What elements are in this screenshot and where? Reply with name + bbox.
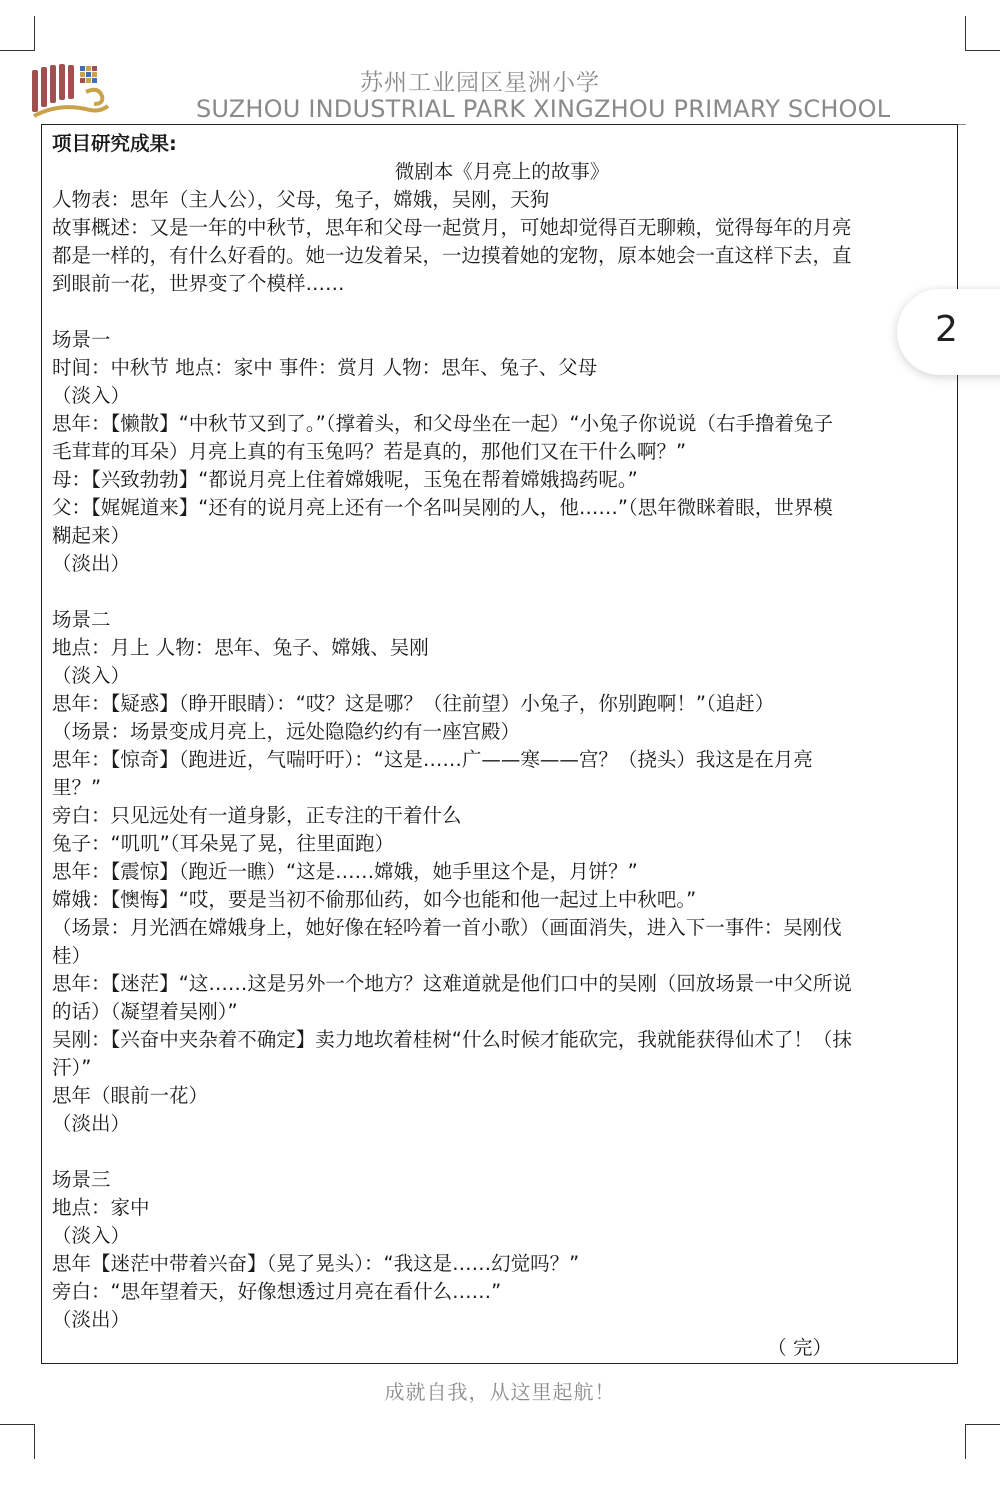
spacer: [52, 298, 952, 326]
end-mark: （ 完）: [767, 1336, 832, 1359]
section-title: 项目研究成果:: [52, 132, 177, 155]
crop-mark-bottom-left: [0, 1424, 35, 1459]
crop-mark-top-left: [0, 16, 35, 51]
school-name-chinese: 苏州工业园区星洲小学: [360, 70, 600, 96]
text-line: 思年：【疑惑】（睁开眼睛）：“哎？这是哪？（往前望）小兔子，你别跑啊！”（追赶）: [52, 692, 775, 715]
cast-list: 人物表：思年（主人公），父母，兔子，嫦娥，吴刚，天狗: [52, 188, 550, 211]
page-number: 2: [935, 309, 958, 350]
text-line: 思年：【惊奇】（跑进近，气喘吁吁）：“这是……广——寒——宫？（挠头）我这是在月亮: [52, 748, 813, 771]
spacer: [52, 1138, 952, 1166]
text-line: 汗）”: [52, 1056, 92, 1079]
school-logo: [30, 62, 112, 122]
text-line: （淡出）: [52, 1112, 131, 1135]
text-line: 地点：家中: [52, 1196, 150, 1219]
footer-slogan: 成就自我，从这里起航！: [384, 1380, 616, 1404]
text-line: 毛茸茸的耳朵）月亮上真的有玉兔吗？若是真的，那他们又在干什么啊？”: [52, 440, 687, 463]
crop-mark-top-right: [965, 16, 1000, 51]
text-line: （淡出）: [52, 552, 131, 575]
text-line: 母：【兴致勃勃】“都说月亮上住着嫦娥呢，玉兔在帮着嫦娥捣药呢。”: [52, 468, 638, 491]
text-line: 思年：【震惊】（跑近一瞧）“这是……嫦娥，她手里这个是，月饼？”: [52, 860, 638, 883]
scene-heading: 场景三: [52, 1168, 111, 1191]
text-line: 思年：【懒散】“中秋节又到了。”（撑着头，和父母坐在一起）“小兔子你说说（右手撸着兔子: [52, 412, 834, 435]
text-line: 思年（眼前一花）: [52, 1084, 209, 1107]
crop-mark-bottom-right: [965, 1424, 1000, 1459]
text-line: 父：【娓娓道来】“还有的说月亮上还有一个名叫吴刚的人，他……”（思年微眯着眼，世界模: [52, 496, 833, 519]
text-line: 旁白：“思年望着天，好像想透过月亮在看什么……”: [52, 1280, 502, 1303]
text-line: （场景：场景变成月亮上，远处隐隐约约有一座宫殿）: [52, 720, 521, 743]
text-line: 到眼前一花，世界变了个模样……: [52, 272, 345, 295]
text-line: 地点：月上 人物：思年、兔子、嫦娥、吴刚: [52, 636, 429, 659]
text-line: 嫦娥：【懊悔】“哎，要是当初不偷那仙药，如今也能和他一起过上中秋吧。”: [52, 888, 697, 911]
text-line: 思年：【迷茫】“这……这是另外一个地方？这难道就是他们口中的吴刚（回放场景一中父所说: [52, 972, 852, 995]
text-line: 兔子：“叽叽”（耳朵晃了晃，往里面跑）: [52, 832, 394, 855]
document-body: [52, 130, 952, 1362]
text-line: 故事概述：又是一年的中秋节，思年和父母一起赏月，可她却觉得百无聊赖，觉得每年的月亮: [52, 216, 852, 239]
school-name-english: SUZHOU INDUSTRIAL PARK XINGZHOU PRIMARY SCHOOL: [196, 95, 891, 123]
text-line: （淡入）: [52, 384, 131, 407]
text-line: 桂）: [52, 944, 92, 967]
scene-heading: 场景二: [52, 608, 111, 631]
text-line: （淡出）: [52, 1308, 131, 1331]
text-line: 里？”: [52, 776, 102, 799]
text-line: 都是一样的，有什么好看的。她一边发着呆，一边摸着她的宠物，原本她会一直这样下去，直: [52, 244, 852, 267]
text-line: 时间：中秋节 地点：家中 事件：赏月 人物：思年、兔子、父母: [52, 356, 598, 379]
text-line: 思年【迷茫中带着兴奋】（晃了晃头）：“我这是……幻觉吗？”: [52, 1252, 580, 1275]
text-line: （场景：月光洒在嫦娥身上，她好像在轻吟着一首小歌）（画面消失，进入下一事件：吴刚伐: [52, 916, 842, 939]
text-line: 糊起来）: [52, 524, 131, 547]
text-line: （淡入）: [52, 1224, 131, 1247]
page-number-tab[interactable]: [897, 289, 1000, 375]
scene-heading: 场景一: [52, 328, 111, 351]
text-line: 的话）（凝望着吴刚）”: [52, 1000, 238, 1023]
text-line: （淡入）: [52, 664, 131, 687]
script-title: 微剧本《月亮上的故事》: [394, 160, 610, 183]
text-line: 旁白：只见远处有一道身影，正专注的干着什么: [52, 804, 462, 827]
spacer: [52, 578, 952, 606]
text-line: 吴刚：【兴奋中夹杂着不确定】卖力地坎着桂树“什么时候才能砍完，我就能获得仙术了！（抹: [52, 1028, 852, 1051]
